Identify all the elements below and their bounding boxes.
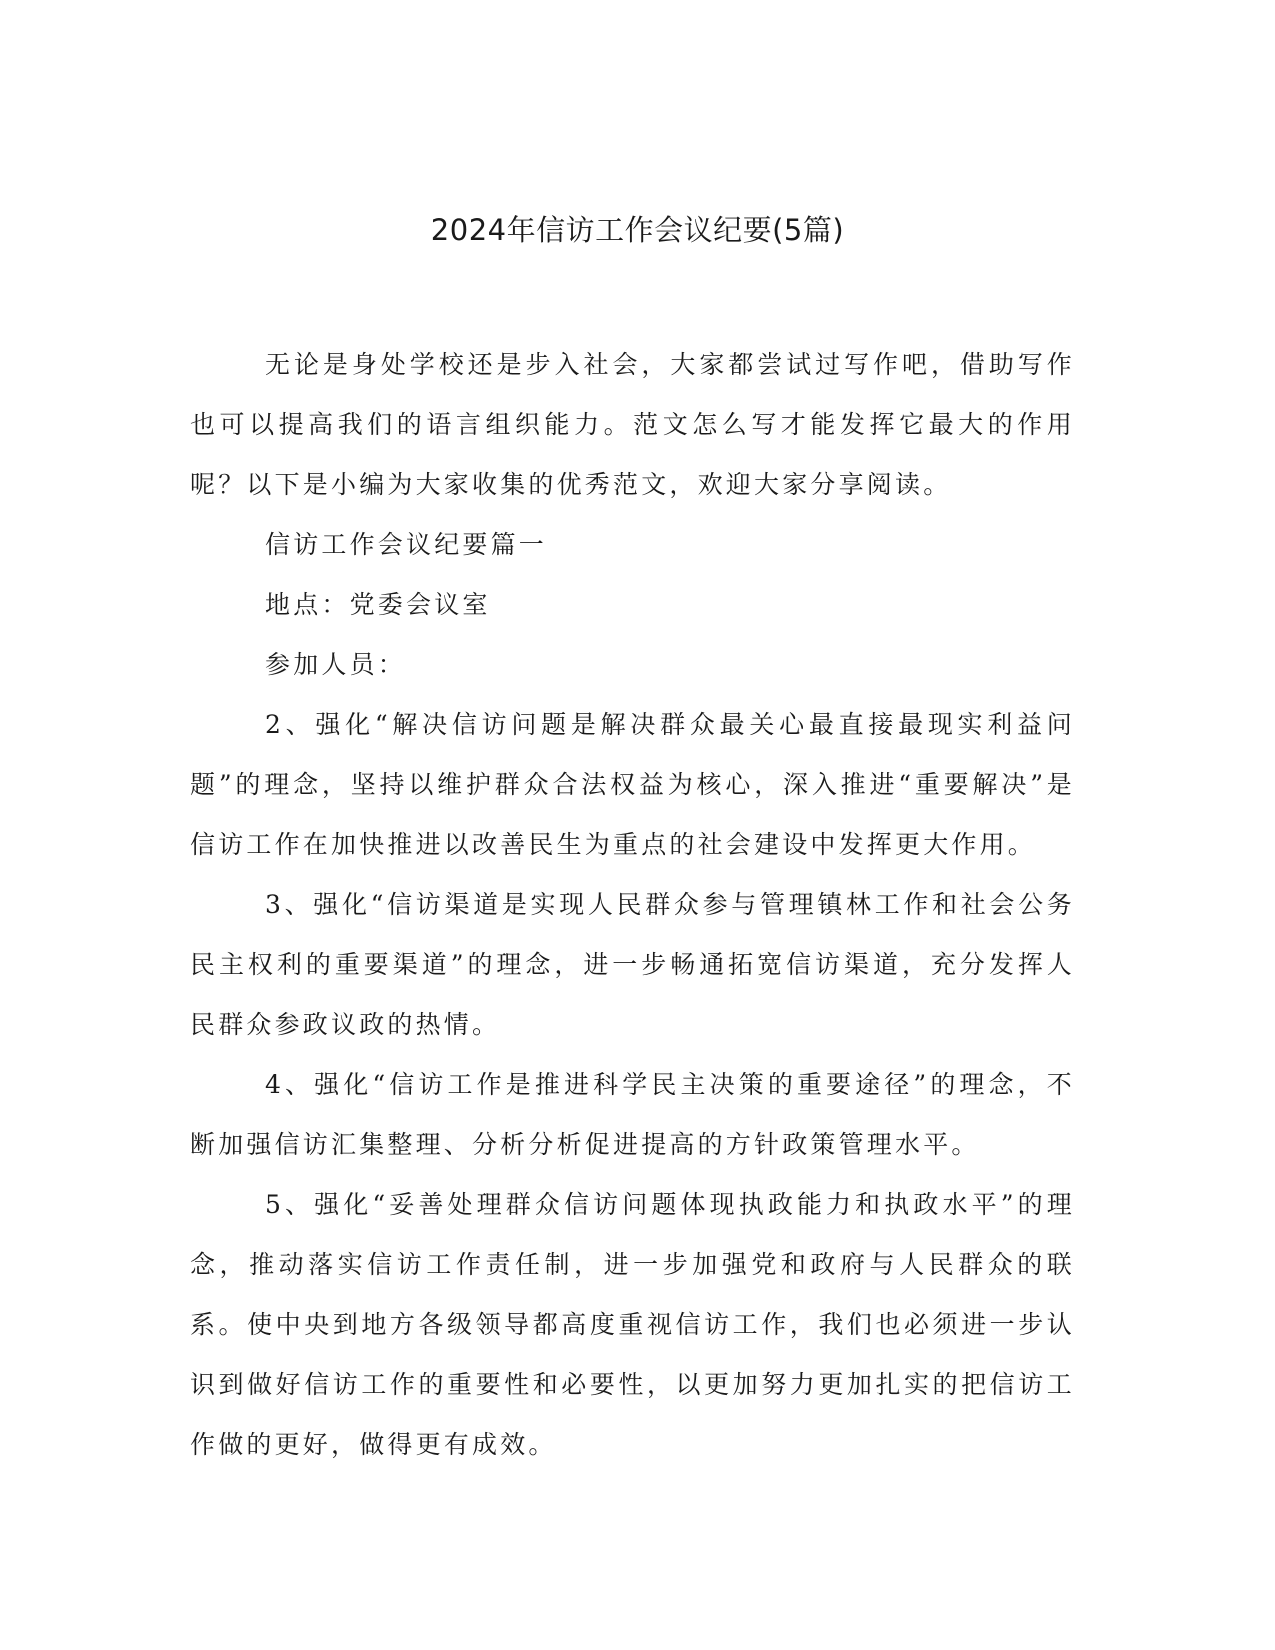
item-2-paragraph: 2、强化“解决信访问题是解决群众最关心最直接最现实利益问题”的理念，坚持以维护群众合法权益为核心，深入推进“重要解决”是信访工作在加快推进以改善民生为重点的社会建设中发挥更大作用。: [190, 710, 1075, 859]
intro-paragraph: 无论是身处学校还是步入社会，大家都尝试过写作吧，借助写作也可以提高我们的语言组织能力。范文怎么写才能发挥它最大的作用呢？以下是小编为大家收集的优秀范文，欢迎大家分享阅读。: [190, 350, 1075, 499]
section-heading: 信访工作会议纪要篇一: [265, 530, 548, 559]
document-title: 2024年信访工作会议纪要(5篇): [430, 213, 845, 247]
meeting-attendees: 参加人员：: [265, 650, 407, 679]
meeting-location: 地点：党委会议室: [265, 590, 491, 619]
item-4-paragraph: 4、强化“信访工作是推进科学民主决策的重要途径”的理念，不断加强信访汇集整理、分析分析促进提高的方针政策管理水平。: [190, 1070, 1075, 1159]
item-3-paragraph: 3、强化“信访渠道是实现人民群众参与管理镇林工作和社会公务民主权利的重要渠道”的理念，进一步畅通拓宽信访渠道，充分发挥人民群众参政议政的热情。: [190, 890, 1075, 1039]
item-5-paragraph: 5、强化“妥善处理群众信访问题体现执政能力和执政水平”的理念，推动落实信访工作责任制，进一步加强党和政府与人民群众的联系。使中央到地方各级领导都高度重视信访工作，我们也必须进一步认识到做好信访工作的重要性和必要性，以更加努力更加扎实的把信访工作做的更好，做得更有成效。: [190, 1190, 1075, 1459]
document-body: [190, 335, 1075, 1475]
